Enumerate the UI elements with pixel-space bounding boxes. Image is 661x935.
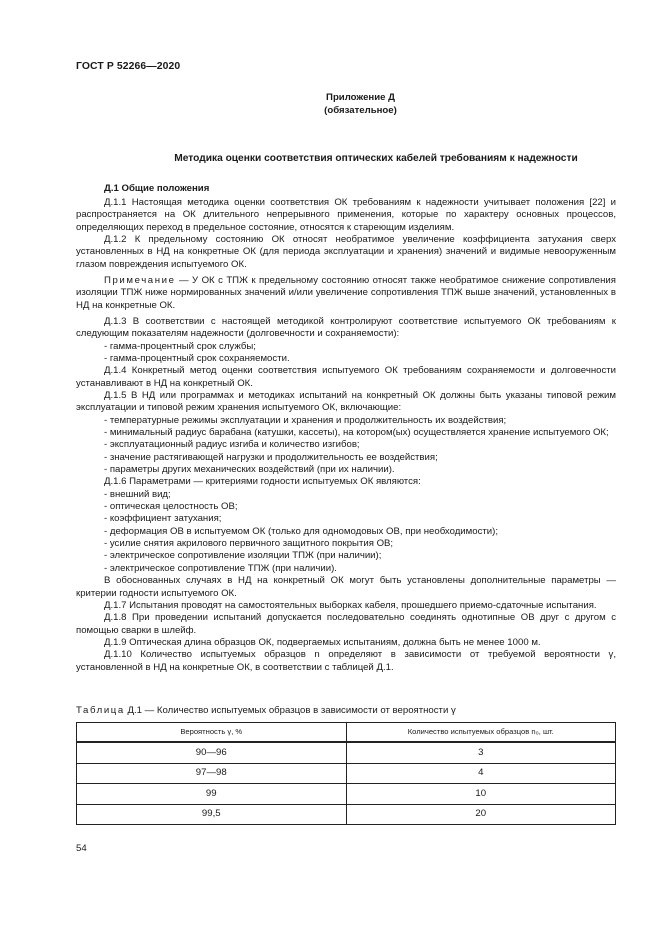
table-cell: 99,5: [77, 804, 347, 825]
paragraph-d1-5: Д.1.5 В НД или программах и методиках испытаний на конкретный ОК должны быть указаны типовой режим эксплуатации и типовой режим хранения испытуемого ОК, включающие:: [76, 390, 616, 414]
list-item: - параметры других механических воздействий (при их наличии).: [104, 464, 395, 476]
list-item: - внешний вид;: [104, 488, 171, 500]
table-cell: 97—98: [77, 763, 347, 784]
samples-table: [76, 722, 616, 825]
paragraph-d1-3: Д.1.3 В соответствии с настоящей методикой контролируют соответствие испытуемого ОК требованиям к следующим показателям надежности (долговечности и сохраняемости):: [76, 315, 616, 340]
table-cell: 90—96: [77, 742, 347, 763]
appendix-heading: [30, 92, 661, 117]
paragraph-d1-4: Д.1.4 Конкретный метод оценки соответствия испытуемого ОК требованиям сохраняемости и долговечности устанавливают в НД на конкретный ОК.: [76, 365, 616, 389]
table-row: [77, 742, 616, 763]
note-label: Примечание: [104, 274, 176, 286]
table-row: [77, 804, 616, 825]
table-caption-text: Д.1 — Количество испытуемых образцов в зависимости от вероятности γ: [124, 705, 456, 716]
paragraph-d1-6-tail: В обоснованных случаях в НД на конкретный ОК могут быть установлены дополнительные параметры — критерии годности испытуемого ОК.: [76, 575, 616, 599]
table-row: [77, 784, 616, 805]
paragraph-d1-8: Д.1.8 При проведении испытаний допускается последовательно соединять однотипные ОВ друг с другом с помощью сварки в шлейф.: [76, 612, 616, 636]
list-item: - оптическая целостность ОВ;: [104, 501, 238, 513]
document-title: Методика оценки соответствия оптических кабелей требованиям к надежности: [174, 153, 578, 164]
paragraph-d1-7: Д.1.7 Испытания проводят на самостоятельных выборках кабеля, прошедшего приемо-сдаточные испытания.: [104, 599, 597, 611]
paragraph-d1-2: Д.1.2 К предельному состоянию ОК относят необратимое увеличение коэффициента затухания сверх установленных в НД на конкретные ОК (для периода эксплуатации и хранения) значений и видимые невооруженным глазом повреждения испытуемого ОК.: [76, 233, 616, 270]
column-header-probability: Вероятность γ, %: [77, 723, 347, 743]
paragraph-d1-6: Д.1.6 Параметрами — критериями годности испытуемых ОК являются:: [104, 476, 421, 488]
paragraph-d1-1: Д.1.1 Настоящая методика оценки соответствия ОК требованиям к надежности учитывает положения [22] и распространяется на ОК длительного непрерывного применения, которые по характеру основных процессов, определяющих переход в предельное состояние, относятся к стареющим изделиям.: [76, 196, 616, 233]
standard-header: ГОСТ Р 52266—2020: [76, 61, 181, 72]
table-cell: 99: [77, 784, 347, 805]
paragraph-d1-10: Д.1.10 Количество испытуемых образцов n определяют в зависимости от требуемой вероятности γ, установленной в НД на конкретные ОК, в соответствии с таблицей Д.1.: [76, 649, 616, 673]
table-caption: [76, 705, 616, 717]
list-item: - деформация ОВ в испытуемом ОК (только для одномодовых ОВ, при необходимости);: [104, 525, 499, 537]
table-cell: 10: [346, 784, 616, 805]
list-item: - гамма-процентный срок сохраняемости.: [104, 352, 290, 364]
column-header-sample-count: Количество испытуемых образцов n₀, шт.: [346, 723, 616, 743]
list-item: - электрическое сопротивление ТПЖ (при наличии).: [104, 562, 337, 574]
list-item: - температурные режимы эксплуатации и хранения и продолжительность их воздействия;: [104, 414, 507, 426]
appendix-name: Приложение Д: [326, 92, 395, 103]
section-heading: Д.1 Общие положения: [104, 183, 210, 194]
table-cell: 20: [346, 804, 616, 825]
list-item: - коэффициент затухания;: [104, 513, 222, 525]
appendix-status: (обязательное): [324, 104, 397, 116]
table-header-row: [77, 723, 616, 743]
list-item: - минимальный радиус барабана (катушки, кассеты), на котором(ых) осуществляется хранение испытуемого ОК;: [104, 427, 609, 439]
list-item: - усилие снятия акрилового первичного защитного покрытия ОВ;: [104, 538, 394, 550]
list-item: - гамма-процентный срок службы;: [104, 340, 256, 352]
table-caption-label: Таблица: [76, 705, 125, 716]
table-row: [77, 763, 616, 784]
page-number: 54: [76, 843, 87, 854]
table-cell: 4: [346, 763, 616, 784]
list-item: - электрическое сопротивление изоляции ТПЖ (при наличии);: [104, 550, 382, 562]
paragraph-d1-9: Д.1.9 Оптическая длина образцов ОК, подвергаемых испытаниям, должна быть не менее 1000 м.: [104, 636, 541, 648]
list-item: - эксплуатационный радиус изгиба и количество изгибов;: [104, 439, 360, 451]
note-paragraph: [76, 275, 616, 312]
list-item: - значение растягивающей нагрузки и продолжительность ее воздействия;: [104, 451, 438, 463]
document-body: [76, 183, 616, 674]
note-text: — У ОК с ТПЖ к предельному состоянию относят также необратимое снижение сопротивления изоляции ТПЖ ниже нормированных значений и/или увеличение сопротивления ТПЖ выше значений, установленных в НД на конкретные ОК.: [76, 274, 616, 311]
table-cell: 3: [346, 742, 616, 763]
